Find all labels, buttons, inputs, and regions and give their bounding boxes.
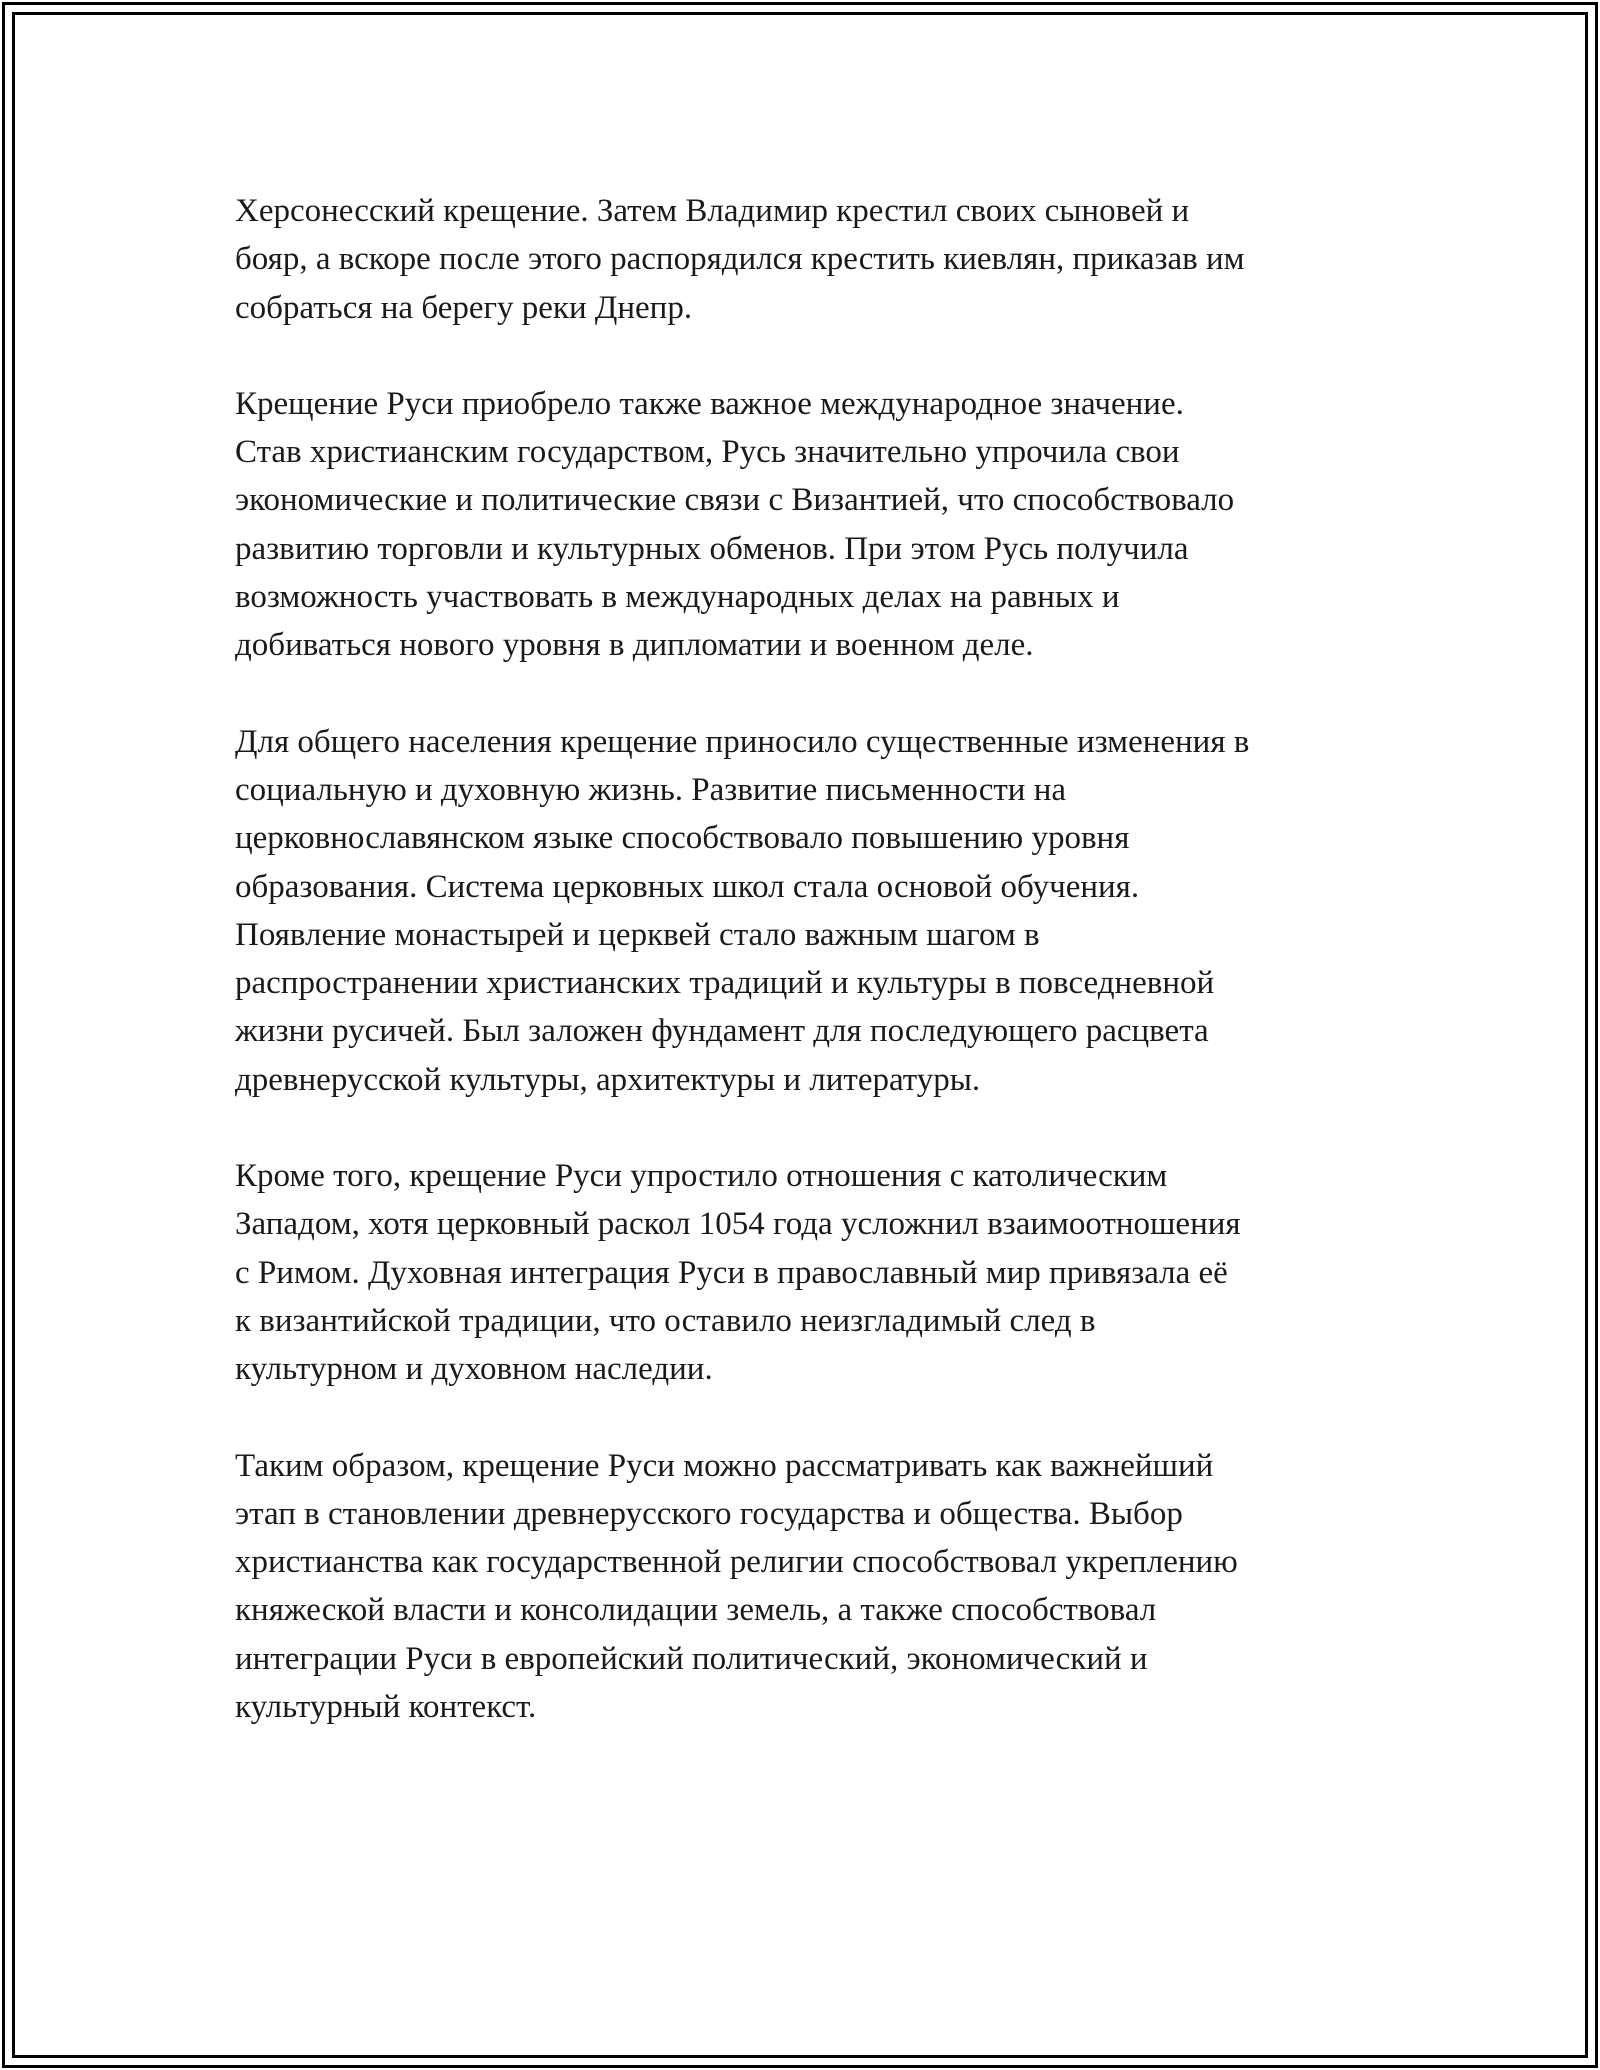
paragraph-2 <box>235 380 1375 670</box>
text-line: древнерусской культуры, архитектуры и литературы. <box>235 1061 981 1098</box>
text-line: культурный контекст. <box>235 1689 537 1726</box>
text-line: Став христианским государством, Русь значительно упрочила свои <box>235 434 1180 471</box>
text-line: образования. Система церковных школ стала основой обучения. <box>235 868 1140 905</box>
text-line: Для общего населения крещение приносило существенные изменения в <box>235 723 1250 760</box>
document-body <box>235 187 1375 1779</box>
text-line: Херсонесский крещение. Затем Владимир крестил своих сыновей и <box>235 193 1190 229</box>
text-line: Кроме того, крещение Руси упростило отношения с католическим <box>235 1158 1168 1195</box>
paragraph-4 <box>235 1152 1375 1393</box>
text-line: развитию торговли и культурных обменов. При этом Русь получила <box>235 530 1189 567</box>
text-line: бояр, а вскоре после этого распорядился крестить киевлян, приказав им <box>235 241 1245 278</box>
text-line: церковнославянском языке способствовало повышению уровня <box>235 820 1130 857</box>
text-line: культурном и духовном наследии. <box>235 1351 713 1388</box>
text-line: жизни русичей. Был заложен фундамент для последующего расцвета <box>235 1013 1209 1050</box>
text-line: Появление монастырей и церквей стало важным шагом в <box>235 916 1040 953</box>
text-line: экономические и политические связи с Византией, что способствовало <box>235 482 1235 519</box>
text-line: собраться на берегу реки Днепр. <box>235 289 693 326</box>
text-line: с Римом. Духовная интеграция Руси в православный мир привязала её <box>235 1254 1228 1291</box>
paragraph-1 <box>235 187 1375 332</box>
text-line: распространении христианских традиций и культуры в повседневной <box>235 965 1215 1002</box>
text-line: этап в становлении древнерусского государства и общества. Выбор <box>235 1495 1183 1532</box>
text-line: возможность участвовать в международных делах на равных и <box>235 579 1120 616</box>
text-line: Крещение Руси приобрело также важное международное значение. <box>235 385 1184 422</box>
paragraph-3 <box>235 718 1375 1104</box>
text-line: Западом, хотя церковный раскол 1054 года усложнил взаимоотношения <box>235 1206 1241 1243</box>
text-line: интеграции Руси в европейский политический, экономический и <box>235 1640 1148 1677</box>
paragraph-5 <box>235 1442 1375 1732</box>
text-line: Таким образом, крещение Руси можно рассматривать как важнейший <box>235 1447 1214 1484</box>
text-line: социальную и духовную жизнь. Развитие письменности на <box>235 771 1067 808</box>
text-line: княжеской власти и консолидации земель, а также способствовал <box>235 1592 1157 1629</box>
text-line: христианства как государственной религии способствовал укреплению <box>235 1544 1238 1581</box>
text-line: к византийской традиции, что оставило неизгладимый след в <box>235 1302 1096 1339</box>
text-line: добиваться нового уровня в дипломатии и военном деле. <box>235 627 1034 664</box>
